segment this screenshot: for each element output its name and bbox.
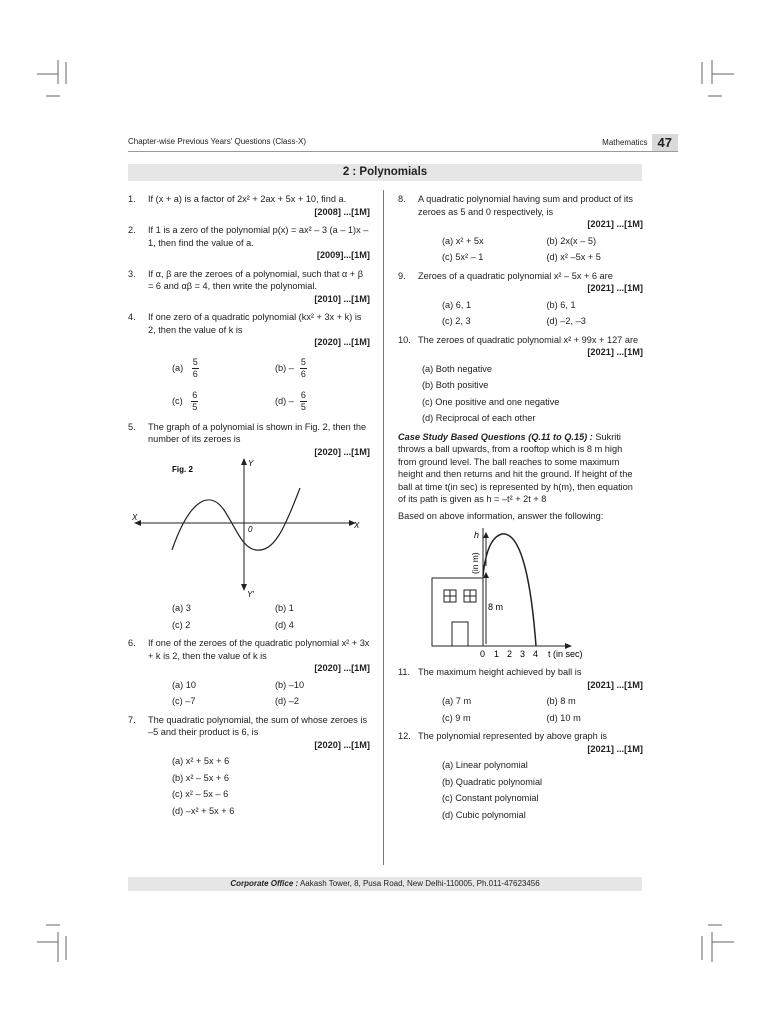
- option-c: (c) 5x² – 1: [442, 252, 484, 262]
- svg-text:0: 0: [248, 525, 253, 534]
- question-text: The maximum height achieved by ball is: [418, 667, 582, 677]
- option-a: (a) 7 m: [442, 696, 472, 706]
- svg-text:Y': Y': [247, 590, 254, 598]
- svg-text:Y: Y: [248, 459, 254, 468]
- case-instruction: Based on above information, answer the following:: [398, 510, 604, 521]
- in-m-label: (in m): [470, 552, 480, 574]
- option-d: (d) –2, –3: [546, 316, 586, 326]
- question-5: 5. The graph of a polynomial is shown in Fig. 2, then the number of its zeroes is [2020] ...[1M] Fig. 2 Y Y' X X 0 (a) 3 (b) 1 (c) 2 (d) 4: [128, 421, 370, 630]
- option-a: (a) 6, 1: [442, 299, 472, 310]
- svg-text:2: 2: [507, 649, 513, 659]
- option-b: (b) 1: [275, 603, 294, 613]
- question-text: The quadratic polynomial, the sum of whose zeroes is –5 and their product is 6, is: [148, 714, 368, 737]
- height-8m: 8 m: [488, 602, 504, 612]
- option-d: (d) 4: [275, 619, 294, 630]
- option-b: (b) Both positive: [422, 380, 489, 390]
- option-c: (c) One positive and one negative: [422, 396, 560, 407]
- option-a: (a) 10: [172, 679, 197, 690]
- subject-label: Mathematics: [602, 138, 648, 147]
- footer-label: Corporate Office :: [230, 879, 299, 888]
- question-tag: [2020] ...[1M]: [314, 663, 370, 673]
- question-tag: [2009]...[1M]: [316, 250, 370, 260]
- svg-text:0: 0: [480, 649, 486, 659]
- fig-label: Fig. 2: [172, 465, 193, 474]
- question-12: 12. The polynomial represented by above graph is [2021] ...[1M] (a) Linear polynomial (b) Quadratic polynomial (c) Constant polynomial (d) Cubic polynomial: [398, 731, 643, 820]
- question-tag: [2021] ...[1M]: [587, 347, 643, 357]
- question-11: 11. The maximum height achieved by ball is [2021] ...[1M] (a) 7 m (b) 8 m (c) 9 m (d) 10 m: [398, 667, 643, 723]
- question-10: 10. The zeroes of quadratic polynomial x² + 99x + 127 are [2021] ...[1M] (a) Both negative (b) Both positive (c) One positive and one negative (d) Reciprocal of each other: [398, 334, 643, 423]
- question-text: If one zero of a quadratic polynomial (kx² + 3x + k) is 2, then the value of k is: [148, 312, 362, 335]
- option-c: (c) Constant polynomial: [442, 793, 539, 803]
- option-d: (d) 10 m: [546, 712, 581, 723]
- option-b: (b) 2x(x – 5): [546, 235, 597, 246]
- question-text: A quadratic polynomial having sum and product of its zeroes as 5 and 0 respectively, is: [418, 194, 634, 217]
- option-a: (a) Linear polynomial: [442, 760, 528, 770]
- question-text: If (x + a) is a factor of 2x² + 2ax + 5x + 10, find a.: [148, 194, 347, 204]
- polynomial-graph: [132, 458, 364, 598]
- section-title: 2 : Polynomials: [128, 164, 642, 181]
- option-a: (a) Both negative: [422, 363, 492, 374]
- option-d: (d) x² –5x + 5: [546, 252, 601, 262]
- page-footer: [128, 877, 642, 891]
- column-divider: [383, 190, 384, 865]
- question-tag: [2020] ...[1M]: [314, 739, 370, 750]
- question-tag: [2021] ...[1M]: [587, 743, 643, 754]
- question-text: The graph of a polynomial is shown in Fig. 2, then the number of its zeroes is: [148, 421, 367, 444]
- case-body: Sukriti throws a ball upwards, from a rooftop which is 8 m high from ground level. The ball reaches to some maximum height and then returns and hit the ground. If height of the ball at time t(in sec) is represented by h(m), then equation of its path is given as h = –t² + 2t + 8: [398, 431, 633, 504]
- option-b: (b) –10: [275, 679, 305, 690]
- question-1: 1. If (x + a) is a factor of 2x² + 2ax + 5x + 10, find a. [2008] ...[1M]: [128, 194, 370, 217]
- option-a: (a) 3: [172, 603, 191, 613]
- question-text: The zeroes of quadratic polynomial x² + 99x + 127 are: [418, 334, 639, 345]
- curve: [172, 488, 300, 550]
- option-b: (b) 8 m: [546, 696, 576, 706]
- svg-text:4: 4: [533, 649, 539, 659]
- question-6: 6. If one of the zeroes of the quadratic polynomial x² + 3x + k is 2, then the value of k is [2020] ...[1M] (a) 10 (b) –10 (c) –7 (d) –2: [128, 638, 370, 706]
- h-label: h: [474, 530, 480, 540]
- question-tag: [2020] ...[1M]: [314, 337, 370, 347]
- question-2: 2. If 1 is a zero of the polynomial p(x) = ax² – 3 (a – 1)x – 1, then find the value of a. [2009]...[1M]: [128, 225, 370, 260]
- right-column: [398, 193, 643, 827]
- option-c: (c) 2: [172, 619, 191, 630]
- case-heading: Case Study Based Questions (Q.11 to Q.15) :: [398, 431, 593, 442]
- option-b: (b) 6, 1: [546, 299, 576, 310]
- option-c: (c) 2, 3: [442, 316, 471, 326]
- question-tag: [2021] ...[1M]: [587, 679, 643, 690]
- option-d: (d) –x² + 5x + 6: [172, 805, 235, 816]
- svg-text:1: 1: [494, 649, 500, 659]
- footer-text: Aakash Tower, 8, Pusa Road, New Delhi-110005, Ph.011-47623456: [298, 879, 540, 888]
- option-c: (c) $\frac{6}{5}$: [172, 389, 198, 412]
- ball-height-diagram: [408, 526, 653, 666]
- option-d: (d) – $\frac{6}{5}$: [275, 389, 306, 412]
- question-tag: [2021] ...[1M]: [587, 219, 643, 229]
- question-9: 9. Zeroes of a quadratic polynomial x² – 5x + 6 are [2021] ...[1M] (a) 6, 1 (b) 6, 1 (c) 2, 3 (d) –2, –3: [398, 270, 643, 326]
- case-study: [398, 431, 643, 506]
- chapter-title: Chapter-wise Previous Years' Questions (Class-X): [128, 137, 307, 146]
- question-4: 4. If one zero of a quadratic polynomial (kx² + 3x + k) is 2, then the value of k is [2020] ...[1M] (a) $\frac{5}{6}$ (b) – $\frac{5}{6}$ (c) $\frac{6}{5}$ (d) – $\frac{6}{5}$: [128, 312, 370, 412]
- t-axis-label: t (in sec): [548, 649, 583, 659]
- question-tag: [2021] ...[1M]: [587, 283, 643, 293]
- question-text: Zeroes of a quadratic polynomial x² – 5x + 6 are: [418, 270, 613, 281]
- question-3: 3. If α, β are the zeroes of a polynomial, such that α + β = 6 and αβ = 4, then write the polynomial. [2010] ...[1M]: [128, 268, 370, 304]
- option-c: (c) 9 m: [442, 712, 471, 723]
- question-text: The polynomial represented by above graph is: [418, 731, 607, 741]
- question-tag: [2010] ...[1M]: [314, 293, 370, 304]
- option-c: (c) –7: [172, 696, 196, 706]
- svg-text:X: X: [132, 513, 138, 522]
- trajectory: [483, 534, 536, 646]
- question-text: If 1 is a zero of the polynomial p(x) = ax² – 3 (a – 1)x – 1, then find the value of a.: [148, 225, 369, 248]
- option-b: (b) x² – 5x + 6: [172, 772, 229, 783]
- option-c: (c) x² – 5x – 6: [172, 789, 229, 799]
- question-tag: [2008] ...[1M]: [314, 206, 370, 217]
- question-8: 8. A quadratic polynomial having sum and product of its zeroes as 5 and 0 respectively, is [2021] ...[1M] (a) x² + 5x (b) 2x(x – 5) (c) 5x² – 1 (d) x² –5x + 5: [398, 194, 643, 262]
- option-a: (a) $\frac{5}{6}$: [172, 356, 198, 379]
- question-text: If α, β are the zeroes of a polynomial, such that α + β = 6 and αβ = 4, then write the polynomial.: [148, 268, 364, 291]
- option-a: (a) x² + 5x: [442, 235, 484, 246]
- page-number: 47: [652, 134, 678, 151]
- option-d: (d) Reciprocal of each other: [422, 413, 536, 423]
- option-b: (b) Quadratic polynomial: [442, 776, 543, 787]
- option-d: (d) –2: [275, 696, 300, 706]
- option-a: (a) x² + 5x + 6: [172, 756, 230, 766]
- option-d: (d) Cubic polynomial: [442, 809, 526, 820]
- question-text: If one of the zeroes of the quadratic polynomial x² + 3x + k is 2, then the value of k is: [148, 638, 370, 661]
- question-7: 7. The quadratic polynomial, the sum of whose zeroes is –5 and their product is 6, is [2020] ...[1M] (a) x² + 5x + 6 (b) x² – 5x + 6 (c) x² – 5x – 6 (d) –x² + 5x + 6: [128, 714, 370, 816]
- left-column: [128, 193, 370, 823]
- option-b: (b) – $\frac{5}{6}$: [275, 356, 306, 379]
- question-tag: [2020] ...[1M]: [314, 446, 370, 457]
- page-header: [128, 134, 678, 152]
- svg-text:3: 3: [520, 649, 526, 659]
- svg-text:X: X: [354, 521, 360, 530]
